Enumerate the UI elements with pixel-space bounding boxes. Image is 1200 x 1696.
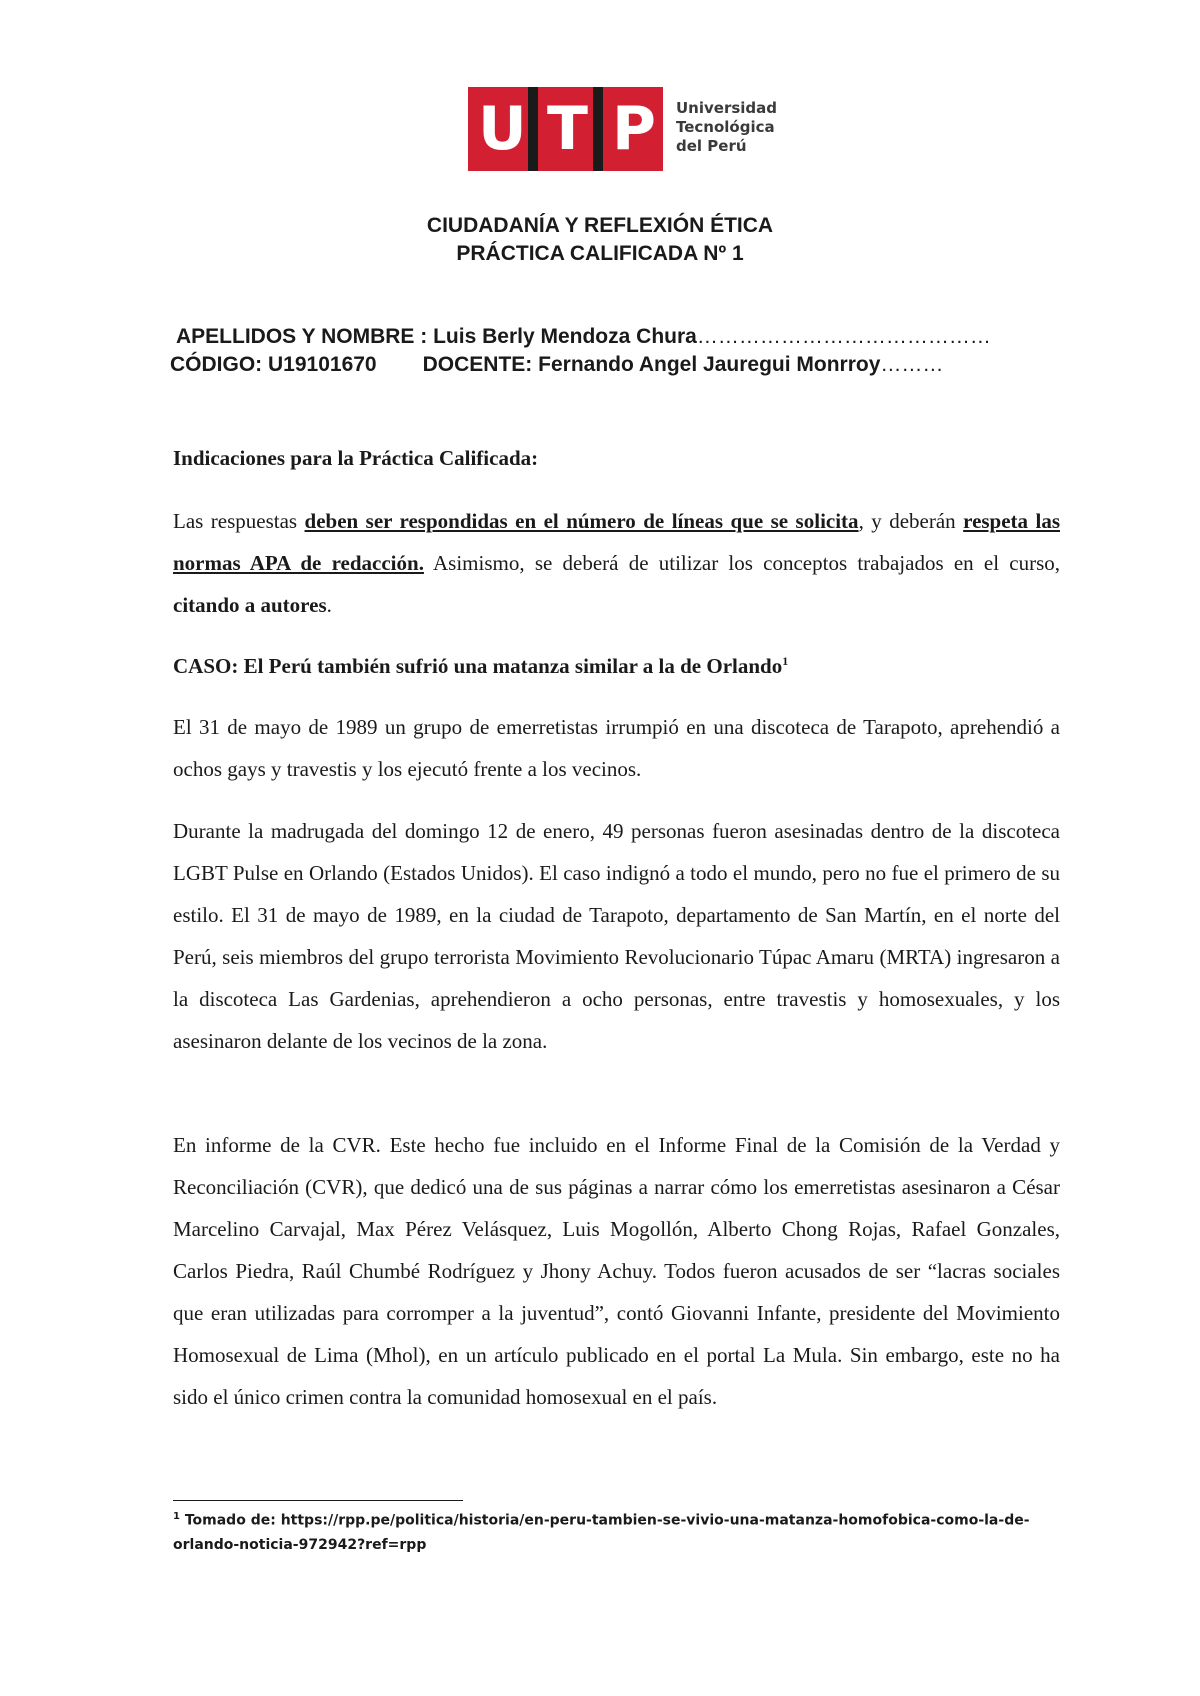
instructions-bold: citando a autores — [173, 593, 327, 617]
instructions-underlined: deben ser respondidas en el número de líneas que se solicita — [304, 509, 859, 533]
logo-letter-t: T — [547, 94, 588, 164]
instructions-text: , y deberán — [858, 509, 964, 533]
course-title: CIUDADANÍA Y REFLEXIÓN ÉTICA — [426, 214, 774, 237]
instructions-text: Asimismo, se deberá de utilizar los conceptos trabajados en el curso, — [423, 551, 1061, 575]
instructions-text: . — [326, 593, 332, 617]
teacher-value: Fernando Angel Jauregui Monrroy — [538, 353, 881, 376]
student-name-line — [176, 325, 991, 349]
instructions-paragraph — [173, 500, 1060, 626]
instructions-text: Las respuestas — [173, 509, 305, 533]
exam-title: PRÁCTICA CALIFICADA Nº 1 — [456, 242, 744, 265]
code-value: U19101670 — [268, 353, 377, 376]
case-paragraph: Durante la madrugada del domingo 12 de enero, 49 personas fueron asesinadas dentro de la discoteca LGBT Pulse en Orlando (Estados Unidos). El caso indignó a todo el mundo, pero no fue el primero de su estilo. El 31 de mayo de 1989, en la ciudad de Tarapoto, departamento de San Martín, en el norte del Perú, seis miembros del grupo terrorista Movimiento Revolucionario Túpac Amaru (MRTA) ingresaron a la discoteca Las Gardenias, aprehendieron a ocho personas, entre travestis y homosexuales, y los asesinaron delante de los vecinos de la zona. — [173, 819, 1060, 1053]
teacher-label: DOCENTE: — [422, 353, 533, 376]
case-heading — [173, 654, 788, 679]
footnote-rule — [173, 1500, 463, 1501]
logo-university-name — [676, 99, 777, 156]
logo-name-line: Universidad — [676, 99, 778, 117]
logo-separator — [593, 87, 603, 171]
case-paragraph: En informe de la CVR. Este hecho fue incluido en el Informe Final de la Comisión de la Verdad y Reconciliación (CVR), que dedicó una de sus páginas a narrar cómo los emerretistas asesinaron a César Marcelino Carvajal, Max Pérez Velásquez, Luis Mogollón, Alberto Chong Rojas, Rafael Gonzales, Carlos Piedra, Raúl Chumbé Rodríguez y Jhony Achuy. Todos fueron acusados de ser “lacras sociales que eran utilizadas para corromper a la juventud”, contó Giovanni Infante, presidente del Movimiento Homosexual de Lima (Mhol), en un artículo publicado en el portal La Mula. Sin embargo, este no ha sido el único crimen contra la comunidad homosexual en el país. — [173, 1133, 1060, 1409]
name-label: APELLIDOS Y NOMBRE : — [176, 325, 428, 348]
name-dots: …………………………………… — [696, 325, 991, 348]
logo-letter-p: P — [612, 94, 656, 164]
teacher-dots: ……… — [880, 353, 944, 376]
logo-name-line: Tecnológica — [676, 118, 775, 136]
code-label: CÓDIGO: — [170, 353, 263, 376]
logo-separator — [528, 87, 538, 171]
instructions-heading: Indicaciones para la Práctica Calificada: — [173, 446, 539, 470]
footnote — [173, 1505, 1063, 1557]
footnote-ref: 1 — [782, 654, 789, 668]
code-teacher-line — [170, 353, 943, 377]
name-value: Luis Berly Mendoza Chura — [433, 325, 697, 348]
logo-letter-u: U — [478, 94, 527, 164]
logo-name-line: del Perú — [676, 137, 747, 155]
footnote-text: Tomado de: https://rpp.pe/politica/historia/en-peru-tambien-se-vivio-una-matanza-homofobica-como-la-de-orlando-noticia-972942?ref=rpp — [173, 1512, 1030, 1553]
utp-logo — [468, 87, 778, 171]
case-paragraph: El 31 de mayo de 1989 un grupo de emerretistas irrumpió en una discoteca de Tarapoto, aprehendió a ochos gays y travestis y los ejecutó frente a los vecinos. — [173, 715, 1060, 781]
case-heading-text: CASO: El Perú también sufrió una matanza similar a la de Orlando — [173, 654, 783, 678]
footnote-number: 1 — [173, 1511, 180, 1522]
instructions-underlined: respeta las normas APA de redacción. — [173, 509, 1061, 575]
